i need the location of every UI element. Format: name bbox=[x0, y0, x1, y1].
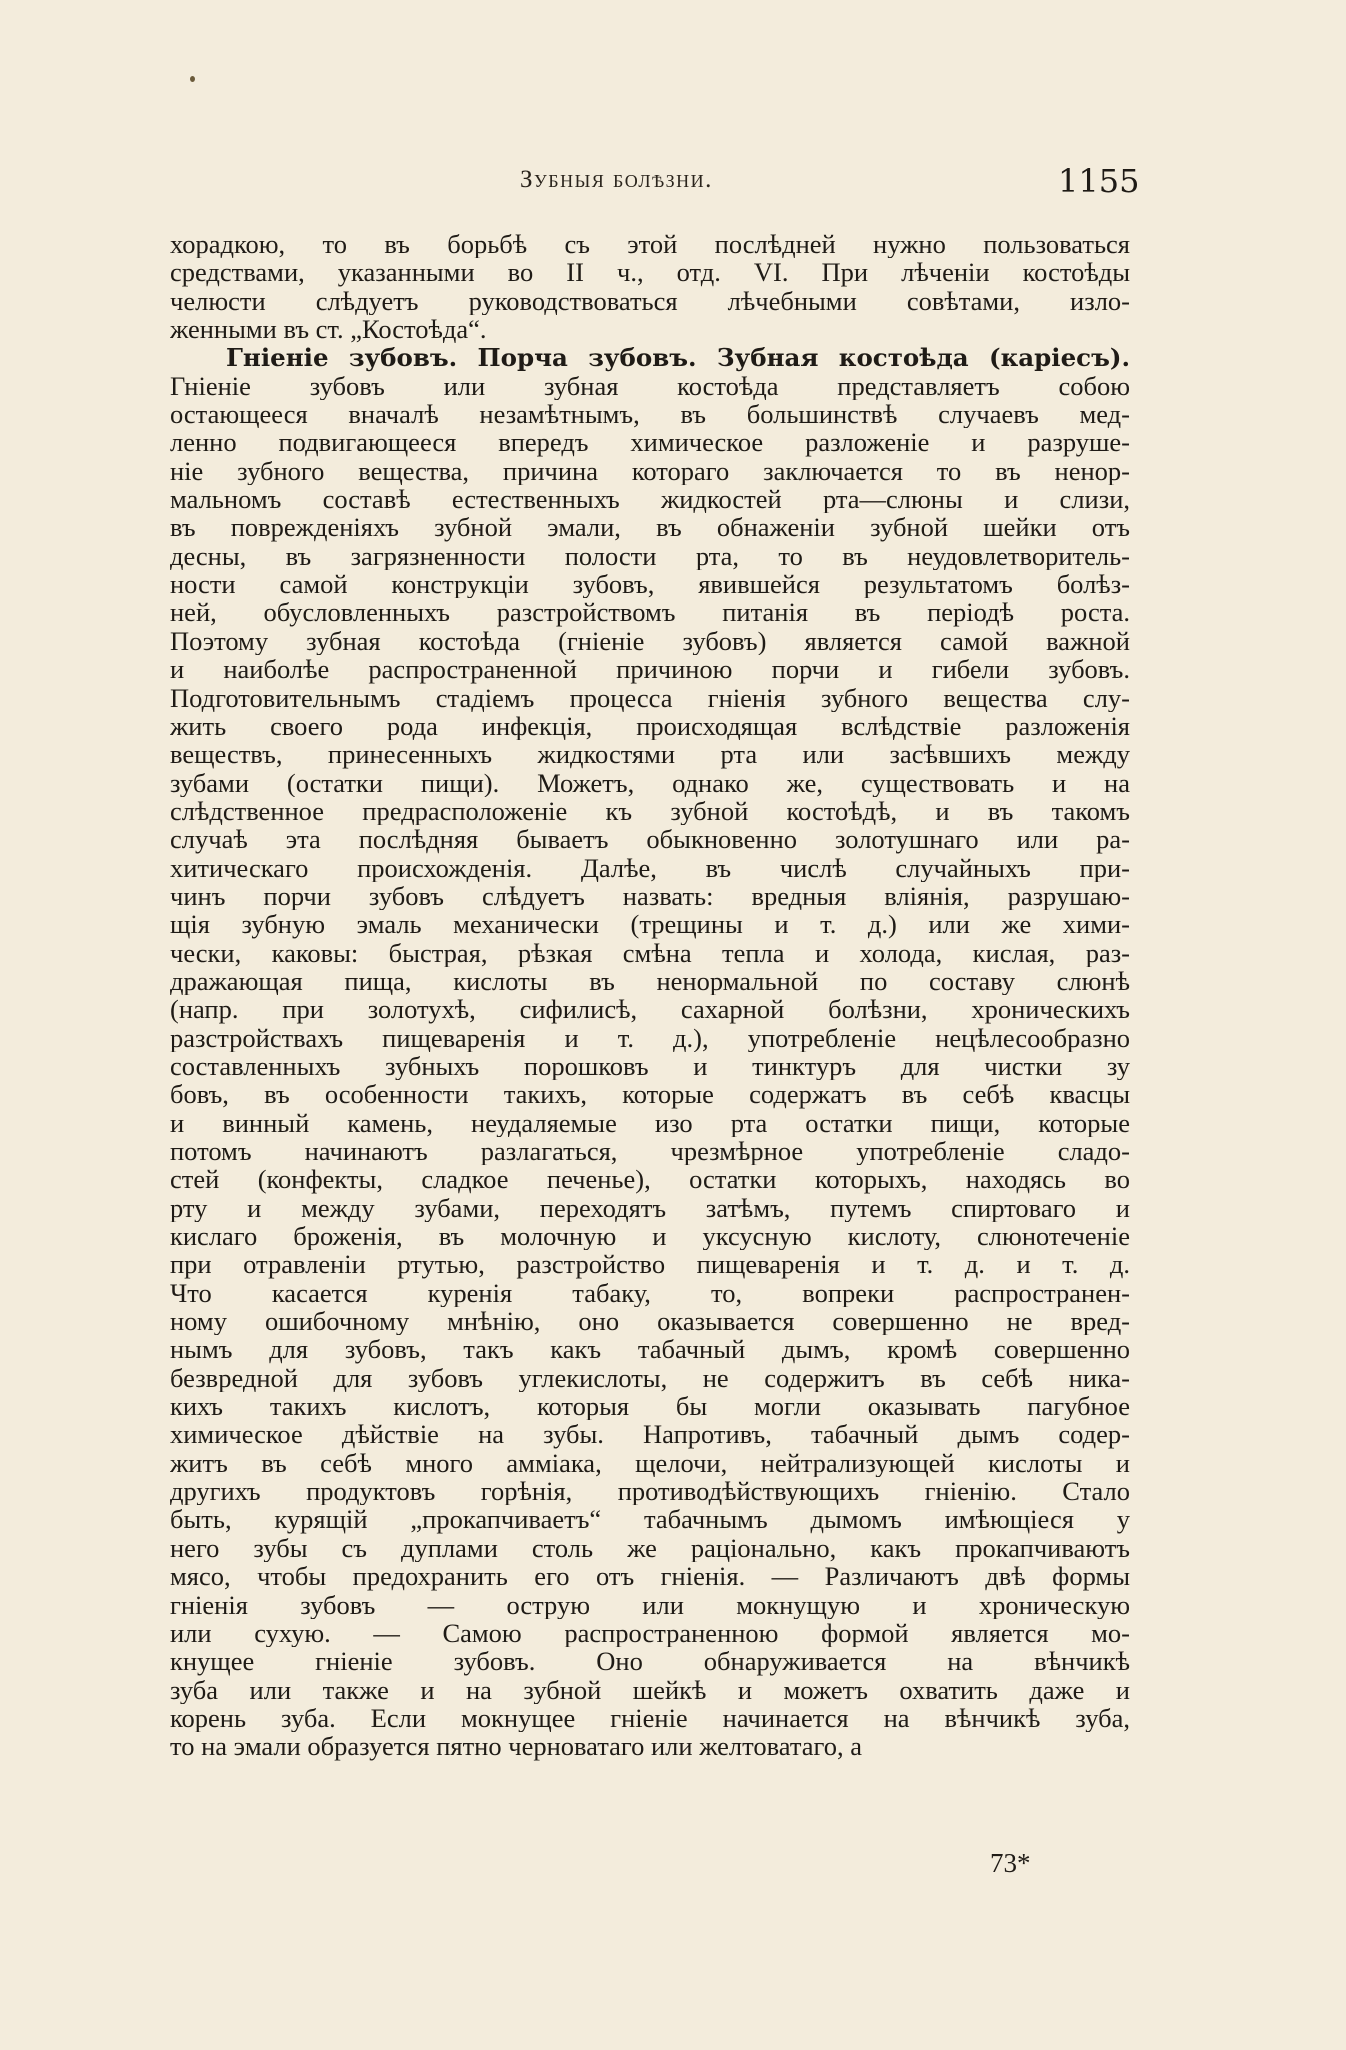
text-line: десны, въ загрязненности полости рта, то въ неудовлетворитель- bbox=[170, 541, 1130, 571]
text-line: другихъ продуктовъ горѣнія, противодѣйствующихъ гніенію. Стало bbox=[170, 1477, 1130, 1506]
text-line: ному ошибочному мнѣнію, оно оказывается совершенно не вред- bbox=[170, 1307, 1130, 1336]
text-line: мальномъ составѣ естественныхъ жидкостей рта—слюны и слизи, bbox=[170, 485, 1130, 514]
text-line: слѣдственное предрасположеніе къ зубной костоѣдѣ, и въ такомъ bbox=[170, 796, 1130, 826]
text-line: при отравленіи ртутью, разстройство пищеваренія и т. д. и т. д. bbox=[170, 1250, 1130, 1279]
text-line: зуба или также и на зубной шейкѣ и можетъ охватить даже и bbox=[170, 1675, 1130, 1704]
text-line: средствами, указанными во II ч., отд. VI. При лѣченіи костоѣды bbox=[170, 258, 1130, 287]
text-line: жить своего рода инфекція, происходящая вслѣдствіе разложенія bbox=[170, 711, 1130, 741]
text-line: мясо, чтобы предохранить его отъ гніенія. — Различаютъ двѣ формы bbox=[170, 1562, 1130, 1591]
signature-mark: 73* bbox=[990, 1848, 1031, 1878]
text-line: женными въ ст. „Костоѣда“. bbox=[170, 315, 487, 344]
text-line: челюсти слѣдуетъ руководствоваться лѣчебными совѣтами, изло- bbox=[170, 286, 1130, 316]
text-line: ленно подвигающееся впередъ химическое разложеніе и разруше- bbox=[170, 428, 1130, 457]
text-line: безвредной для зубовъ углекислоты, не содержитъ въ себѣ ника- bbox=[170, 1363, 1130, 1393]
text-line: хорадкою, то въ борьбѣ съ этой послѣдней нужно пользоваться bbox=[170, 230, 1130, 259]
text-line: и наиболѣе распространенной причиною порчи и гибели зубовъ. bbox=[170, 655, 1130, 684]
text-line: и винный камень, неудаляемые изо рта остатки пищи, которые bbox=[170, 1108, 1130, 1137]
text-line: нымъ для зубовъ, такъ какъ табачный дымъ, кромѣ совершенно bbox=[170, 1335, 1130, 1364]
text-line: составленныхъ зубныхъ порошковъ и тинктуръ для чистки зу bbox=[170, 1051, 1130, 1081]
text-line: потомъ начинаютъ разлагаться, чрезмѣрное употребленіе сладо- bbox=[170, 1137, 1130, 1166]
text-line: Подготовительнымъ стадіемъ процесса гніенія зубного вещества слу- bbox=[170, 683, 1130, 712]
text-line: ности самой конструкціи зубовъ, явившейся результатомъ болѣз- bbox=[170, 570, 1130, 599]
text-line: корень зуба. Если мокнущее гніеніе начинается на вѣнчикѣ зуба, bbox=[170, 1703, 1130, 1733]
text-line: разстройствахъ пищеваренія и т. д.), употребленіе нецѣлесообразно bbox=[170, 1023, 1130, 1052]
text-line: кислаго броженія, въ молочную и уксусную кислоту, слюнотеченіе bbox=[170, 1222, 1130, 1251]
text-line: ніе зубного вещества, причина котораго заключается то въ ненор- bbox=[170, 456, 1130, 486]
paragraph-heading bbox=[170, 343, 1130, 371]
running-title: Зубныя болѣзни. bbox=[520, 166, 713, 193]
body-text bbox=[170, 230, 1130, 1761]
text-line: него зубы съ дуплами столь же раціонально, какъ прокапчиваютъ bbox=[170, 1533, 1130, 1563]
text-line: щія зубную эмаль механически (трещины и т. д.) или же хими- bbox=[170, 910, 1130, 939]
text-line: или сухую. — Самою распространенною формой является мо- bbox=[170, 1618, 1130, 1648]
text-line: Поэтому зубная костоѣда (гніеніе зубовъ) является самой важной bbox=[170, 626, 1130, 656]
text-line: зубами (остатки пищи). Можетъ, однако же, существовать и на bbox=[170, 768, 1130, 797]
text-line: химическое дѣйствіе на зубы. Напротивъ, табачный дымъ содер- bbox=[170, 1420, 1130, 1449]
text-line: остающееся вначалѣ незамѣтнымъ, въ большинствѣ случаевъ мед- bbox=[170, 400, 1130, 429]
text-line: гніенія зубовъ — острую или мокнущую и хроническую bbox=[170, 1590, 1130, 1619]
page-number: 1155 bbox=[1058, 162, 1140, 200]
text-line: быть, курящій „прокапчиваетъ“ табачнымъ дымомъ имѣющіеся у bbox=[170, 1505, 1130, 1534]
text-line: веществъ, принесенныхъ жидкостями рта или засѣвшихъ между bbox=[170, 740, 1130, 769]
text-line: Гніеніе зубовъ или зубная костоѣда представляетъ собою bbox=[170, 371, 1130, 401]
paragraph-heading-text: Гніеніе зубовъ. Порча зубовъ. Зубная костоѣда (каріесъ). bbox=[226, 343, 1130, 372]
text-line: ней, обусловленныхъ разстройствомъ питанія въ періодѣ роста. bbox=[170, 598, 1130, 627]
text-line: случаѣ эта послѣдняя бываетъ обыкновенно золотушнаго или ра- bbox=[170, 825, 1130, 854]
text-line: кнущее гніеніе зубовъ. Оно обнаруживается на вѣнчикѣ bbox=[170, 1647, 1130, 1676]
text-line: въ поврежденіяхъ зубной эмали, въ обнаженіи зубной шейки отъ bbox=[170, 513, 1130, 542]
text-line: стей (конфекты, сладкое печенье), остатки которыхъ, находясь во bbox=[170, 1165, 1130, 1194]
text-line: житъ въ себѣ много амміака, щелочи, нейтрализующей кислоты и bbox=[170, 1448, 1130, 1478]
text-line: то на эмали образуется пятно черноватаго или желтоватаго, а bbox=[170, 1732, 863, 1761]
paper-speck bbox=[190, 76, 195, 82]
text-line: дражающая пища, кислоты въ ненормальной по составу слюнѣ bbox=[170, 966, 1130, 996]
text-line: чинъ порчи зубовъ слѣдуетъ назвать: вредныя вліянія, разрушаю- bbox=[170, 881, 1130, 911]
text-line: кихъ такихъ кислотъ, которыя бы могли оказывать пагубное bbox=[170, 1392, 1130, 1421]
text-line: рту и между зубами, переходятъ затѣмъ, путемъ спиртоваго и bbox=[170, 1193, 1130, 1223]
text-line: чески, каковы: быстрая, рѣзкая смѣна тепла и холода, кислая, раз- bbox=[170, 938, 1130, 967]
text-line: хитическаго происхожденія. Далѣе, въ числѣ случайныхъ при- bbox=[170, 853, 1130, 882]
text-line: бовъ, въ особенности такихъ, которые содержатъ въ себѣ квасцы bbox=[170, 1080, 1130, 1109]
text-line: (напр. при золотухѣ, сифилисѣ, сахарной болѣзни, хроническихъ bbox=[170, 995, 1130, 1024]
text-line: Что касается куренія табаку, то, вопреки распространен- bbox=[170, 1278, 1130, 1308]
